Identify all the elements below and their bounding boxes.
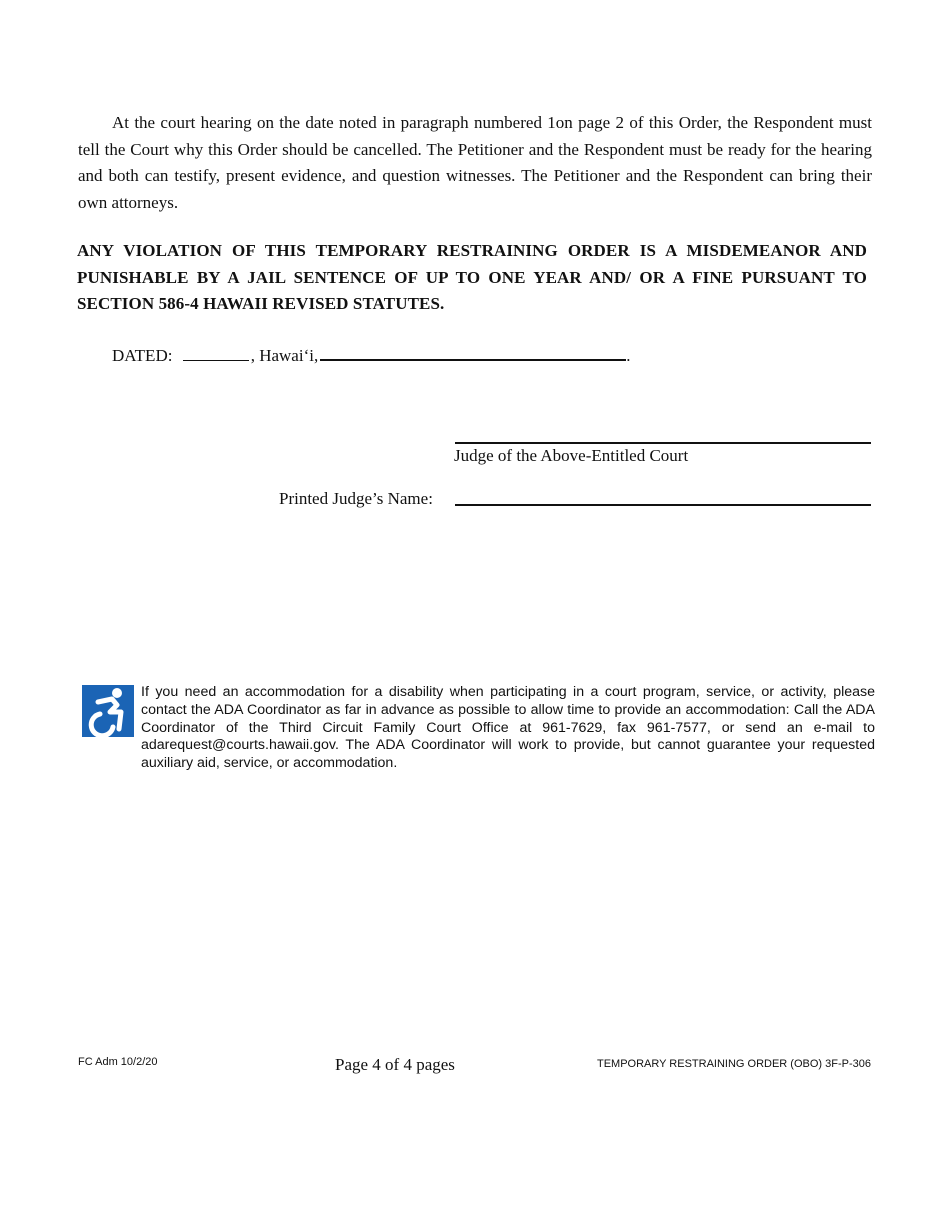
hearing-paragraph: At the court hearing on the date noted in paragraph numbered 1on page 2 of this Order, the Respondent must tell the Court why this Order should be cancelled. The Petitioner and the Respondent must be ready for the hearing and both can testify, present evidence, and question witnesses. The Petitioner and the Respondent can bring their own attorneys. <box>78 113 872 212</box>
dated-location: , Hawai‘i, <box>250 346 319 365</box>
accessibility-icon-graphic <box>82 685 134 737</box>
form-title: TEMPORARY RESTRAINING ORDER (OBO) 3F-P-306 <box>596 1058 871 1070</box>
page-number: Page 4 of 4 pages <box>335 1055 455 1074</box>
printed-judge-name-line[interactable] <box>455 504 871 506</box>
accessibility-icon <box>82 685 134 737</box>
dated-end: . <box>626 346 631 365</box>
dated-label: DATED: <box>112 346 173 365</box>
violation-warning: ANY VIOLATION OF THIS TEMPORARY RESTRAINING ORDER IS A MISDEMEANOR AND PUNISHABLE BY A JAIL SENTENCE OF UP TO ONE YEAR AND/ OR A FINE PURSUANT TO SECTION 586-4 HAWAII REVISED STATUTES. <box>77 241 867 313</box>
ada-notice: If you need an accommodation for a disability when participating in a court program, service, or activity, please contact the ADA Coordinator as far in advance as possible to allow time to provide an accommodation: Call the ADA Coordinator of the Third Circuit Family Court Office at 961-7629, fax 961-7577, or send an e-mail to adarequest@courts.hawaii.gov. The ADA Coordinator will work to provide, but cannot guarantee your requested auxiliary aid, service, or accommodation. <box>141 684 875 772</box>
judge-caption: Judge of the Above-Entitled Court <box>454 446 689 465</box>
date-long-blank-field[interactable] <box>320 343 626 361</box>
form-revision: FC Adm 10/2/20 <box>78 1056 158 1068</box>
dated-line <box>112 343 630 369</box>
printed-judge-name-label: Printed Judge’s Name: <box>279 489 433 508</box>
date-blank-field[interactable] <box>183 344 249 361</box>
